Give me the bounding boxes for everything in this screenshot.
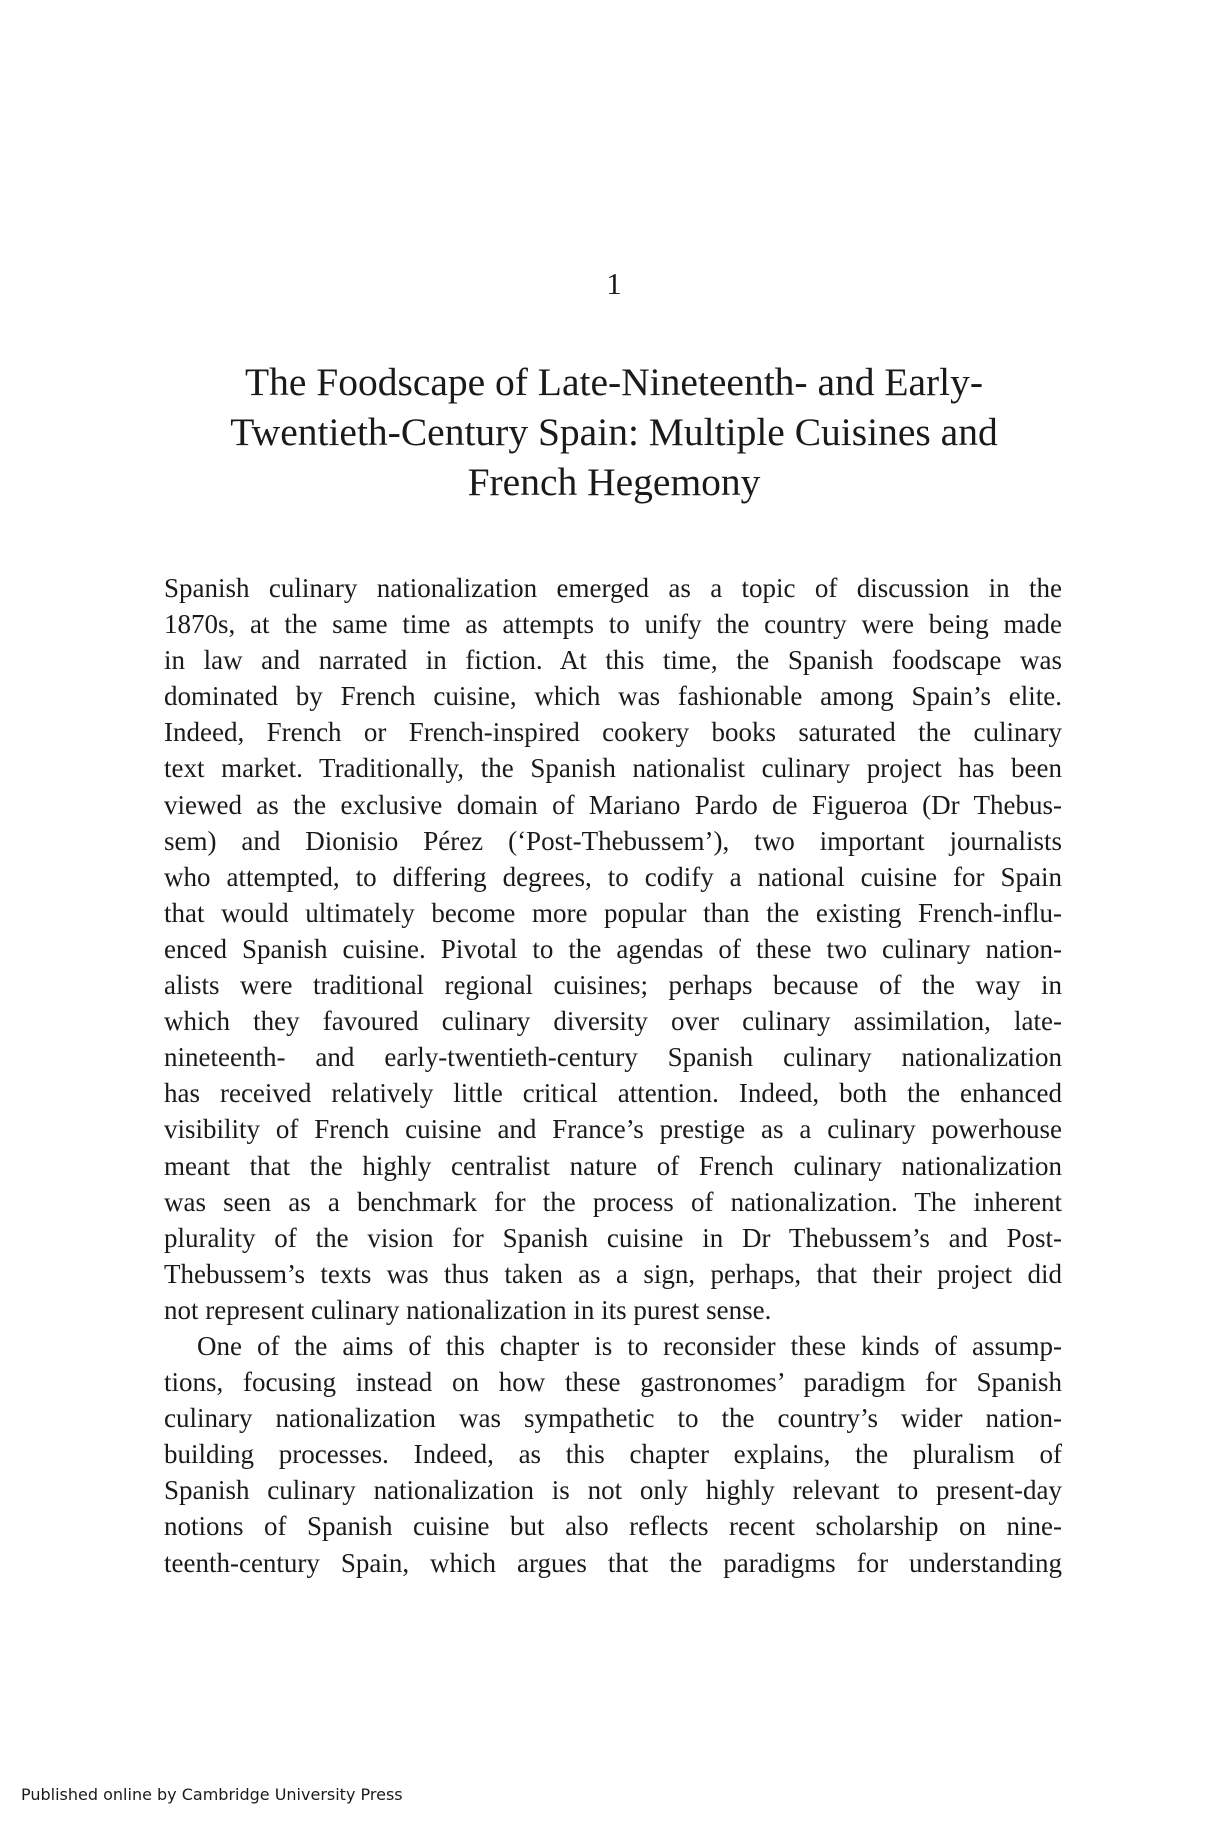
chapter-title-line: The Foodscape of Late-Nineteenth- and Early- <box>244 360 984 404</box>
text-line: Spanish culinary nationalization is not only highly relevant to present-day <box>164 1475 1062 1506</box>
text-line: was seen as a benchmark for the process of nationalization. The inherent <box>164 1186 1062 1217</box>
paragraph-2 <box>164 1328 1062 1581</box>
chapter-title-line: Twentieth-Century Spain: Multiple Cuisines and <box>230 410 998 454</box>
text-line: Thebussem’s texts was thus taken as a sign, perhaps, that their project did <box>164 1258 1062 1289</box>
text-line: enced Spanish cuisine. Pivotal to the agendas of these two culinary nation- <box>164 933 1062 964</box>
text-line: meant that the highly centralist nature of French culinary nationalization <box>164 1150 1062 1181</box>
text-line: notions of Spanish cuisine but also reflects recent scholarship on nine- <box>164 1511 1062 1542</box>
text-line: visibility of French cuisine and France’s prestige as a culinary powerhouse <box>164 1114 1062 1145</box>
text-line: which they favoured culinary diversity over culinary assimilation, late- <box>164 1006 1062 1037</box>
publisher-footer: Published online by Cambridge University Press <box>21 1785 403 1804</box>
body-text <box>164 570 1062 1581</box>
text-line: dominated by French cuisine, which was fashionable among Spain’s elite. <box>164 681 1062 712</box>
text-line: sem) and Dionisio Pérez (‘Post-Thebussem’), two important journalists <box>164 825 1062 856</box>
text-line: One of the aims of this chapter is to reconsider these kinds of assump- <box>197 1330 1062 1361</box>
text-line: teenth-century Spain, which argues that the paradigms for understanding <box>164 1547 1062 1578</box>
text-line: not represent culinary nationalization in its purest sense. <box>164 1294 772 1325</box>
text-line: alists were traditional regional cuisines; perhaps because of the way in <box>164 970 1062 1001</box>
chapter-title-line: French Hegemony <box>467 460 761 504</box>
text-line: plurality of the vision for Spanish cuisine in Dr Thebussem’s and Post- <box>164 1222 1062 1253</box>
text-line: building processes. Indeed, as this chapter explains, the pluralism of <box>164 1439 1062 1470</box>
text-line: has received relatively little critical attention. Indeed, both the enhanced <box>164 1078 1062 1109</box>
text-line: 1870s, at the same time as attempts to unify the country were being made <box>164 609 1062 640</box>
text-line: tions, focusing instead on how these gastronomes’ paradigm for Spanish <box>164 1367 1062 1398</box>
text-line: nineteenth- and early-twentieth-century Spanish culinary nationalization <box>164 1042 1062 1073</box>
chapter-number: 1 <box>606 266 622 301</box>
chapter-title <box>164 357 1064 507</box>
text-line: text market. Traditionally, the Spanish nationalist culinary project has been <box>164 753 1062 784</box>
paragraph-1 <box>164 570 1062 1328</box>
text-line: viewed as the exclusive domain of Mariano Pardo de Figueroa (Dr Thebus- <box>164 789 1062 820</box>
text-line: who attempted, to differing degrees, to codify a national cuisine for Spain <box>164 861 1062 892</box>
text-line: Spanish culinary nationalization emerged as a topic of discussion in the <box>164 573 1062 603</box>
text-line: Indeed, French or French-inspired cookery books saturated the culinary <box>164 717 1062 748</box>
text-line: in law and narrated in fiction. At this time, the Spanish foodscape was <box>164 645 1062 676</box>
text-line: culinary nationalization was sympathetic to the country’s wider nation- <box>164 1403 1062 1434</box>
text-line: that would ultimately become more popular than the existing French-influ- <box>164 897 1062 928</box>
